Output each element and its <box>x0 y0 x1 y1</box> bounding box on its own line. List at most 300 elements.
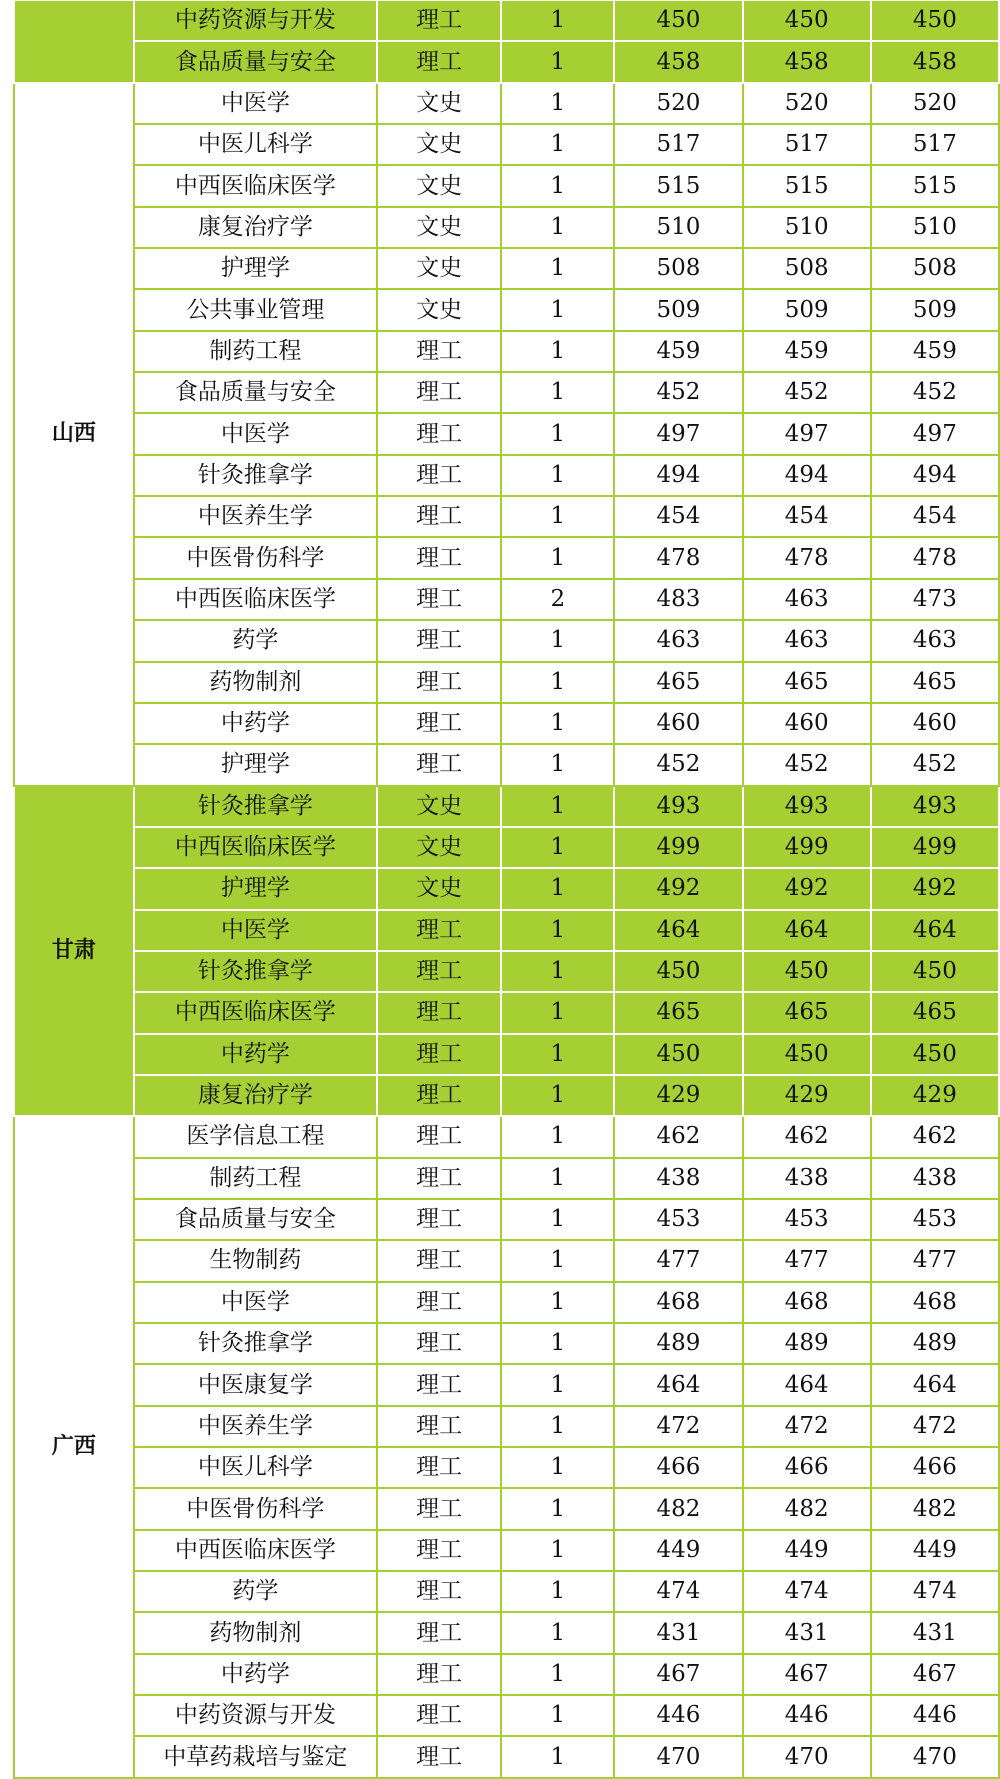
max-score-cell: 438 <box>614 1158 742 1199</box>
subject-type-cell: 理工 <box>377 992 501 1033</box>
avg-score-cell: 450 <box>871 951 999 992</box>
subject-type-cell: 理工 <box>377 1034 501 1075</box>
avg-score-cell: 472 <box>871 1406 999 1447</box>
min-score-cell: 464 <box>743 1364 871 1405</box>
min-score-cell: 474 <box>743 1571 871 1612</box>
min-score-cell: 494 <box>743 455 871 496</box>
major-cell: 药学 <box>134 620 378 661</box>
subject-type-cell: 理工 <box>377 1116 501 1157</box>
major-cell: 中医骨伤科学 <box>134 537 378 578</box>
subject-type-cell: 文史 <box>377 248 501 289</box>
enrolled-count-cell: 1 <box>501 1158 614 1199</box>
avg-score-cell: 478 <box>871 537 999 578</box>
enrolled-count-cell: 1 <box>501 1406 614 1447</box>
table-row <box>14 744 999 785</box>
subject-type-cell: 理工 <box>377 413 501 454</box>
enrolled-count-cell: 1 <box>501 207 614 248</box>
major-cell: 中医学 <box>134 1282 378 1323</box>
min-score-cell: 458 <box>743 41 871 82</box>
table-row <box>14 1364 999 1405</box>
major-cell: 针灸推拿学 <box>134 951 378 992</box>
enrolled-count-cell: 1 <box>501 1736 614 1777</box>
major-cell: 中医骨伤科学 <box>134 1488 378 1529</box>
min-score-cell: 463 <box>743 579 871 620</box>
table-row <box>14 910 999 951</box>
table-row <box>14 620 999 661</box>
max-score-cell: 446 <box>614 1695 742 1736</box>
table-body <box>14 0 999 1778</box>
major-cell: 护理学 <box>134 868 378 909</box>
subject-type-cell: 理工 <box>377 1075 501 1116</box>
min-score-cell: 452 <box>743 372 871 413</box>
min-score-cell: 508 <box>743 248 871 289</box>
avg-score-cell: 446 <box>871 1695 999 1736</box>
min-score-cell: 465 <box>743 992 871 1033</box>
avg-score-cell: 464 <box>871 910 999 951</box>
admission-score-table <box>13 0 1000 1779</box>
min-score-cell: 453 <box>743 1199 871 1240</box>
min-score-cell: 499 <box>743 827 871 868</box>
avg-score-cell: 465 <box>871 662 999 703</box>
major-cell: 康复治疗学 <box>134 1075 378 1116</box>
subject-type-cell: 理工 <box>377 620 501 661</box>
table-row <box>14 1034 999 1075</box>
major-cell: 生物制药 <box>134 1240 378 1281</box>
max-score-cell: 450 <box>614 1034 742 1075</box>
enrolled-count-cell: 1 <box>501 455 614 496</box>
enrolled-count-cell: 1 <box>501 827 614 868</box>
subject-type-cell: 理工 <box>377 1240 501 1281</box>
max-score-cell: 450 <box>614 0 742 41</box>
min-score-cell: 460 <box>743 703 871 744</box>
major-cell: 中药学 <box>134 1034 378 1075</box>
avg-score-cell: 454 <box>871 496 999 537</box>
enrolled-count-cell: 2 <box>501 579 614 620</box>
min-score-cell: 462 <box>743 1116 871 1157</box>
table-row <box>14 1447 999 1488</box>
enrolled-count-cell: 1 <box>501 537 614 578</box>
major-cell: 护理学 <box>134 744 378 785</box>
max-score-cell: 470 <box>614 1736 742 1777</box>
major-cell: 中医儿科学 <box>134 124 378 165</box>
max-score-cell: 510 <box>614 207 742 248</box>
avg-score-cell: 473 <box>871 579 999 620</box>
min-score-cell: 429 <box>743 1075 871 1116</box>
major-cell: 康复治疗学 <box>134 207 378 248</box>
min-score-cell: 446 <box>743 1695 871 1736</box>
avg-score-cell: 453 <box>871 1199 999 1240</box>
major-cell: 中医康复学 <box>134 1364 378 1405</box>
min-score-cell: 452 <box>743 744 871 785</box>
province-cell: 甘肃 <box>14 786 134 1117</box>
major-cell: 中药学 <box>134 703 378 744</box>
max-score-cell: 499 <box>614 827 742 868</box>
table-row <box>14 289 999 330</box>
subject-type-cell: 理工 <box>377 1530 501 1571</box>
table-row <box>14 165 999 206</box>
min-score-cell: 472 <box>743 1406 871 1447</box>
province-cell: 广西 <box>14 1116 134 1778</box>
min-score-cell: 520 <box>743 83 871 124</box>
avg-score-cell: 452 <box>871 372 999 413</box>
major-cell: 中西医临床医学 <box>134 827 378 868</box>
subject-type-cell: 文史 <box>377 165 501 206</box>
avg-score-cell: 508 <box>871 248 999 289</box>
enrolled-count-cell: 1 <box>501 1323 614 1364</box>
avg-score-cell: 477 <box>871 1240 999 1281</box>
avg-score-cell: 431 <box>871 1612 999 1653</box>
major-cell: 中西医临床医学 <box>134 165 378 206</box>
subject-type-cell: 理工 <box>377 1364 501 1405</box>
subject-type-cell: 理工 <box>377 1736 501 1777</box>
min-score-cell: 450 <box>743 951 871 992</box>
min-score-cell: 477 <box>743 1240 871 1281</box>
province-cell <box>14 0 134 83</box>
avg-score-cell: 460 <box>871 703 999 744</box>
major-cell: 中草药栽培与鉴定 <box>134 1736 378 1777</box>
enrolled-count-cell: 1 <box>501 620 614 661</box>
min-score-cell: 509 <box>743 289 871 330</box>
max-score-cell: 464 <box>614 910 742 951</box>
max-score-cell: 482 <box>614 1488 742 1529</box>
subject-type-cell: 理工 <box>377 537 501 578</box>
max-score-cell: 468 <box>614 1282 742 1323</box>
max-score-cell: 465 <box>614 662 742 703</box>
table-row <box>14 537 999 578</box>
avg-score-cell: 474 <box>871 1571 999 1612</box>
min-score-cell: 497 <box>743 413 871 454</box>
subject-type-cell: 理工 <box>377 1447 501 1488</box>
subject-type-cell: 理工 <box>377 41 501 82</box>
table-row <box>14 992 999 1033</box>
min-score-cell: 517 <box>743 124 871 165</box>
avg-score-cell: 520 <box>871 83 999 124</box>
major-cell: 中医学 <box>134 83 378 124</box>
subject-type-cell: 文史 <box>377 207 501 248</box>
subject-type-cell: 文史 <box>377 868 501 909</box>
avg-score-cell: 464 <box>871 1364 999 1405</box>
enrolled-count-cell: 1 <box>501 1488 614 1529</box>
min-score-cell: 431 <box>743 1612 871 1653</box>
max-score-cell: 493 <box>614 786 742 827</box>
max-score-cell: 454 <box>614 496 742 537</box>
avg-score-cell: 458 <box>871 41 999 82</box>
min-score-cell: 470 <box>743 1736 871 1777</box>
max-score-cell: 449 <box>614 1530 742 1571</box>
subject-type-cell: 文史 <box>377 827 501 868</box>
subject-type-cell: 理工 <box>377 579 501 620</box>
min-score-cell: 466 <box>743 1447 871 1488</box>
min-score-cell: 478 <box>743 537 871 578</box>
enrolled-count-cell: 1 <box>501 786 614 827</box>
table-row <box>14 1199 999 1240</box>
table-row <box>14 83 999 124</box>
max-score-cell: 477 <box>614 1240 742 1281</box>
enrolled-count-cell: 1 <box>501 744 614 785</box>
subject-type-cell: 理工 <box>377 662 501 703</box>
enrolled-count-cell: 1 <box>501 1240 614 1281</box>
table-row <box>14 1736 999 1777</box>
avg-score-cell: 509 <box>871 289 999 330</box>
avg-score-cell: 462 <box>871 1116 999 1157</box>
table-row <box>14 331 999 372</box>
min-score-cell: 450 <box>743 0 871 41</box>
table-row <box>14 868 999 909</box>
major-cell: 公共事业管理 <box>134 289 378 330</box>
enrolled-count-cell: 1 <box>501 41 614 82</box>
enrolled-count-cell: 1 <box>501 1654 614 1695</box>
table-row <box>14 1075 999 1116</box>
subject-type-cell: 理工 <box>377 1654 501 1695</box>
table-row <box>14 455 999 496</box>
avg-score-cell: 466 <box>871 1447 999 1488</box>
subject-type-cell: 理工 <box>377 951 501 992</box>
table-row <box>14 1158 999 1199</box>
major-cell: 制药工程 <box>134 331 378 372</box>
min-score-cell: 459 <box>743 331 871 372</box>
enrolled-count-cell: 1 <box>501 703 614 744</box>
enrolled-count-cell: 1 <box>501 165 614 206</box>
avg-score-cell: 429 <box>871 1075 999 1116</box>
enrolled-count-cell: 1 <box>501 868 614 909</box>
subject-type-cell: 理工 <box>377 0 501 41</box>
major-cell: 中药资源与开发 <box>134 1695 378 1736</box>
min-score-cell: 482 <box>743 1488 871 1529</box>
subject-type-cell: 理工 <box>377 744 501 785</box>
max-score-cell: 458 <box>614 41 742 82</box>
enrolled-count-cell: 1 <box>501 662 614 703</box>
major-cell: 中药资源与开发 <box>134 0 378 41</box>
enrolled-count-cell: 1 <box>501 1612 614 1653</box>
avg-score-cell: 492 <box>871 868 999 909</box>
subject-type-cell: 文史 <box>377 289 501 330</box>
table-row <box>14 1282 999 1323</box>
major-cell: 针灸推拿学 <box>134 786 378 827</box>
enrolled-count-cell: 1 <box>501 372 614 413</box>
table-row <box>14 1695 999 1736</box>
avg-score-cell: 470 <box>871 1736 999 1777</box>
table-row <box>14 703 999 744</box>
table-row <box>14 124 999 165</box>
subject-type-cell: 文史 <box>377 786 501 827</box>
max-score-cell: 492 <box>614 868 742 909</box>
table-row <box>14 41 999 82</box>
max-score-cell: 450 <box>614 951 742 992</box>
min-score-cell: 467 <box>743 1654 871 1695</box>
max-score-cell: 509 <box>614 289 742 330</box>
major-cell: 中医学 <box>134 910 378 951</box>
avg-score-cell: 497 <box>871 413 999 454</box>
table-row <box>14 579 999 620</box>
enrolled-count-cell: 1 <box>501 1571 614 1612</box>
enrolled-count-cell: 1 <box>501 331 614 372</box>
avg-score-cell: 465 <box>871 992 999 1033</box>
max-score-cell: 453 <box>614 1199 742 1240</box>
major-cell: 针灸推拿学 <box>134 455 378 496</box>
subject-type-cell: 文史 <box>377 124 501 165</box>
enrolled-count-cell: 1 <box>501 1116 614 1157</box>
min-score-cell: 489 <box>743 1323 871 1364</box>
table-row <box>14 372 999 413</box>
enrolled-count-cell: 1 <box>501 992 614 1033</box>
max-score-cell: 508 <box>614 248 742 289</box>
max-score-cell: 459 <box>614 331 742 372</box>
major-cell: 食品质量与安全 <box>134 1199 378 1240</box>
subject-type-cell: 理工 <box>377 1406 501 1447</box>
min-score-cell: 510 <box>743 207 871 248</box>
table-row <box>14 1406 999 1447</box>
avg-score-cell: 489 <box>871 1323 999 1364</box>
enrolled-count-cell: 1 <box>501 496 614 537</box>
max-score-cell: 431 <box>614 1612 742 1653</box>
enrolled-count-cell: 1 <box>501 1075 614 1116</box>
max-score-cell: 494 <box>614 455 742 496</box>
avg-score-cell: 482 <box>871 1488 999 1529</box>
subject-type-cell: 理工 <box>377 703 501 744</box>
enrolled-count-cell: 1 <box>501 910 614 951</box>
enrolled-count-cell: 1 <box>501 951 614 992</box>
table-row <box>14 1488 999 1529</box>
max-score-cell: 460 <box>614 703 742 744</box>
max-score-cell: 497 <box>614 413 742 454</box>
avg-score-cell: 493 <box>871 786 999 827</box>
max-score-cell: 463 <box>614 620 742 661</box>
major-cell: 药物制剂 <box>134 662 378 703</box>
major-cell: 食品质量与安全 <box>134 41 378 82</box>
major-cell: 针灸推拿学 <box>134 1323 378 1364</box>
avg-score-cell: 499 <box>871 827 999 868</box>
table-row <box>14 1654 999 1695</box>
avg-score-cell: 449 <box>871 1530 999 1571</box>
table-row <box>14 1323 999 1364</box>
subject-type-cell: 理工 <box>377 1158 501 1199</box>
min-score-cell: 493 <box>743 786 871 827</box>
enrolled-count-cell: 1 <box>501 1034 614 1075</box>
major-cell: 药物制剂 <box>134 1612 378 1653</box>
min-score-cell: 438 <box>743 1158 871 1199</box>
major-cell: 中医学 <box>134 413 378 454</box>
table-row <box>14 1530 999 1571</box>
enrolled-count-cell: 1 <box>501 0 614 41</box>
table-row <box>14 951 999 992</box>
table-row <box>14 413 999 454</box>
subject-type-cell: 理工 <box>377 1571 501 1612</box>
min-score-cell: 492 <box>743 868 871 909</box>
avg-score-cell: 494 <box>871 455 999 496</box>
min-score-cell: 515 <box>743 165 871 206</box>
subject-type-cell: 理工 <box>377 1323 501 1364</box>
table-row <box>14 827 999 868</box>
avg-score-cell: 459 <box>871 331 999 372</box>
max-score-cell: 478 <box>614 537 742 578</box>
major-cell: 中医养生学 <box>134 496 378 537</box>
avg-score-cell: 450 <box>871 0 999 41</box>
subject-type-cell: 理工 <box>377 910 501 951</box>
enrolled-count-cell: 1 <box>501 1282 614 1323</box>
max-score-cell: 489 <box>614 1323 742 1364</box>
enrolled-count-cell: 1 <box>501 1695 614 1736</box>
subject-type-cell: 理工 <box>377 1282 501 1323</box>
subject-type-cell: 文史 <box>377 83 501 124</box>
major-cell: 药学 <box>134 1571 378 1612</box>
major-cell: 食品质量与安全 <box>134 372 378 413</box>
min-score-cell: 454 <box>743 496 871 537</box>
major-cell: 中西医临床医学 <box>134 579 378 620</box>
table-row <box>14 0 999 41</box>
subject-type-cell: 理工 <box>377 455 501 496</box>
subject-type-cell: 理工 <box>377 496 501 537</box>
avg-score-cell: 450 <box>871 1034 999 1075</box>
major-cell: 制药工程 <box>134 1158 378 1199</box>
table-row <box>14 1240 999 1281</box>
major-cell: 中西医临床医学 <box>134 992 378 1033</box>
min-score-cell: 468 <box>743 1282 871 1323</box>
province-cell: 山西 <box>14 83 134 786</box>
enrolled-count-cell: 1 <box>501 83 614 124</box>
enrolled-count-cell: 1 <box>501 413 614 454</box>
table-row <box>14 496 999 537</box>
enrolled-count-cell: 1 <box>501 1199 614 1240</box>
subject-type-cell: 理工 <box>377 1199 501 1240</box>
enrolled-count-cell: 1 <box>501 289 614 330</box>
max-score-cell: 452 <box>614 744 742 785</box>
table-row <box>14 662 999 703</box>
max-score-cell: 464 <box>614 1364 742 1405</box>
table-row <box>14 1612 999 1653</box>
avg-score-cell: 438 <box>871 1158 999 1199</box>
subject-type-cell: 理工 <box>377 1695 501 1736</box>
max-score-cell: 452 <box>614 372 742 413</box>
avg-score-cell: 515 <box>871 165 999 206</box>
subject-type-cell: 理工 <box>377 1612 501 1653</box>
max-score-cell: 462 <box>614 1116 742 1157</box>
max-score-cell: 466 <box>614 1447 742 1488</box>
avg-score-cell: 510 <box>871 207 999 248</box>
table-row <box>14 248 999 289</box>
table-row <box>14 207 999 248</box>
max-score-cell: 465 <box>614 992 742 1033</box>
table-row <box>14 786 999 827</box>
min-score-cell: 449 <box>743 1530 871 1571</box>
min-score-cell: 463 <box>743 620 871 661</box>
enrolled-count-cell: 1 <box>501 1447 614 1488</box>
min-score-cell: 465 <box>743 662 871 703</box>
subject-type-cell: 理工 <box>377 331 501 372</box>
enrolled-count-cell: 1 <box>501 248 614 289</box>
max-score-cell: 515 <box>614 165 742 206</box>
subject-type-cell: 理工 <box>377 372 501 413</box>
max-score-cell: 520 <box>614 83 742 124</box>
major-cell: 中医养生学 <box>134 1406 378 1447</box>
enrolled-count-cell: 1 <box>501 1530 614 1571</box>
max-score-cell: 472 <box>614 1406 742 1447</box>
min-score-cell: 464 <box>743 910 871 951</box>
avg-score-cell: 452 <box>871 744 999 785</box>
table-row <box>14 1116 999 1157</box>
enrolled-count-cell: 1 <box>501 124 614 165</box>
major-cell: 中西医临床医学 <box>134 1530 378 1571</box>
avg-score-cell: 517 <box>871 124 999 165</box>
table-row <box>14 1571 999 1612</box>
major-cell: 医学信息工程 <box>134 1116 378 1157</box>
avg-score-cell: 467 <box>871 1654 999 1695</box>
avg-score-cell: 463 <box>871 620 999 661</box>
max-score-cell: 483 <box>614 579 742 620</box>
max-score-cell: 517 <box>614 124 742 165</box>
max-score-cell: 467 <box>614 1654 742 1695</box>
major-cell: 中医儿科学 <box>134 1447 378 1488</box>
enrolled-count-cell: 1 <box>501 1364 614 1405</box>
